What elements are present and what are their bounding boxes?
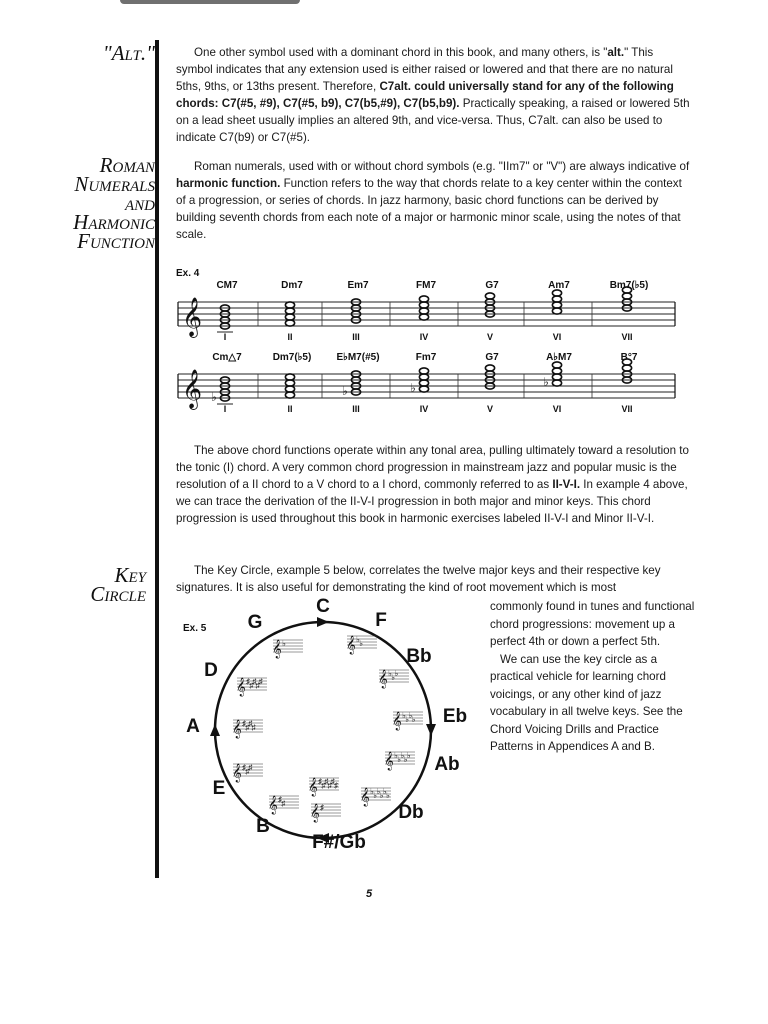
text-bold: C7alt. could universally stand for any of the following chords: C7(#5, #9), C7(#5, b9), C7(b5,#9), C7(b5,b9). — [176, 80, 674, 110]
paragraph-text: We can use the key circle as a practical vehicle for learning chord voicings, or any other kind of jazz vocabulary in all twelve keys. See the Chord Voicing Drills and Practice Patterns in Appendices A and B. — [490, 652, 683, 753]
heading-line: and — [125, 191, 155, 215]
mini-clef-icon: 𝄞 — [236, 679, 246, 696]
treble-clef-icon: 𝄞 — [181, 298, 203, 336]
heading-line: Harmonic — [73, 210, 155, 234]
accidental: ♭ — [403, 755, 408, 764]
text-run: Function refers to the way that chords relate to a key center within the context of a progression, or series of chords. In jazz harmony, basic chord functions can be derived by building seventh chords from each note of a major or harmonic minor scale, using the notes of that scale. — [176, 177, 682, 241]
accidental: ♭ — [391, 673, 396, 682]
key-label: B — [256, 816, 270, 837]
arrow-head — [426, 724, 436, 736]
text-run: In example 4 above, we can trace the derivation of the II-V-I progression in both major and minor keys. This chord progression is used throughout this book in harmonic exercises labeled II-V-I and Minor II-V-I. — [176, 478, 688, 525]
chord-symbol: A♭M7 — [546, 352, 572, 363]
accidental: ♭ — [394, 751, 398, 760]
chord-symbol: Am7 — [548, 280, 570, 291]
key-label: A — [186, 716, 200, 737]
page-number: 5 — [366, 888, 373, 900]
mini-staff — [272, 639, 303, 659]
flat-sign: ♭ — [342, 384, 348, 398]
key-label: Bb — [406, 646, 432, 667]
accidental: ♯ — [252, 677, 257, 686]
accidental: ♭ — [400, 751, 405, 760]
accidental: ♯ — [249, 681, 254, 690]
mini-clef-icon: 𝄞 — [346, 637, 356, 654]
key-label: Eb — [442, 706, 468, 727]
roman-numeral: IV — [419, 404, 429, 414]
key-circle-intro — [176, 562, 692, 596]
text-run: Roman numerals, used with or without chord symbols (e.g. "IIm7" or "V") are always indicative of — [194, 160, 690, 173]
paragraph-text — [176, 442, 692, 527]
accidental: ♭ — [394, 669, 399, 678]
accidental: ♯ — [242, 763, 246, 772]
accidental: ♯ — [334, 781, 338, 790]
key-label: Ab — [434, 754, 460, 775]
accidental: ♯ — [248, 763, 253, 772]
accidental: ♯ — [278, 795, 282, 804]
heading-alt-text: "Alt." — [102, 41, 155, 65]
accidental: ♯ — [245, 767, 250, 776]
heading-roman-numerals — [0, 153, 155, 253]
mini-staff — [308, 777, 339, 797]
accidental: ♭ — [373, 791, 378, 800]
key-label: G — [247, 612, 263, 633]
chord-symbol: CM7 — [216, 280, 238, 291]
heading-line: Circle — [90, 582, 146, 606]
chord-symbol: Fm7 — [415, 352, 437, 363]
accidental: ♭ — [408, 711, 413, 720]
accidental: ♯ — [327, 781, 332, 790]
mini-clef-icon: 𝄞 — [232, 765, 242, 782]
staff — [178, 280, 675, 342]
accidental: ♭ — [282, 639, 286, 648]
chord-symbol: G7 — [485, 352, 499, 363]
mini-staff — [346, 635, 377, 655]
text-run: Practically speaking, a raised or lowered 5th on a lead sheet usually implies an altered 9th, and vice-versa. Thus, C7alt. can also be used to indicate C7(b9) or C7(#5). — [176, 97, 690, 144]
arrow-head — [210, 724, 220, 736]
accidental: ♯ — [281, 799, 286, 808]
accidental: ♯ — [245, 723, 250, 732]
heading-line: Roman — [99, 153, 155, 177]
key-circle-diagram — [175, 592, 485, 862]
accidental: ♭ — [356, 635, 360, 644]
text-bold: alt. — [607, 46, 625, 59]
paragraph-text — [176, 158, 692, 243]
key-label: E — [212, 778, 226, 799]
mini-clef-icon: 𝄞 — [392, 713, 402, 730]
chord-symbol: G7 — [485, 280, 499, 291]
accidental: ♭ — [411, 715, 416, 724]
key-label: F — [375, 610, 387, 631]
accidental: ♭ — [382, 787, 387, 796]
text-run: " This symbol indicates that any extension used is either raised or lowered and that there are no natural 5ths, 9ths, or 13ths present. Therefore, — [176, 46, 673, 93]
chord-symbol: Cm△7 — [212, 352, 242, 363]
roman-numeral: V — [486, 332, 494, 342]
mini-clef-icon: 𝄞 — [272, 641, 282, 658]
key-label: F#/Gb — [312, 832, 366, 853]
accidental: ♭ — [370, 787, 374, 796]
mini-staff — [236, 677, 267, 697]
mini-staff — [310, 803, 341, 823]
accidental: ♭ — [402, 711, 406, 720]
paragraph-text: commonly found in tunes and functional chord progressions: movement up a perfect 4th or down a perfect 5th. — [490, 600, 695, 648]
mini-clef-icon: 𝄞 — [360, 789, 370, 806]
chord-symbol: Em7 — [347, 280, 369, 291]
chord-symbol: E♭M7(#5) — [336, 352, 380, 363]
arrow-head — [317, 617, 329, 627]
text-run: The above chord functions operate within any tonal area, pulling ultimately toward a resolution to the tonic (I) chord. A very common chord progression in mainstream jazz and popular music is the resolution of a II chord to a V chord to a I chord, commonly referred to as — [176, 444, 689, 491]
flat-sign: ♭ — [211, 390, 217, 404]
chord-symbol: Dm7 — [281, 280, 303, 291]
roman-numeral: VI — [552, 332, 562, 342]
key-label: Db — [398, 802, 424, 823]
example4-notation — [170, 268, 690, 438]
alt-paragraph — [176, 44, 692, 146]
roman-numeral: II — [287, 332, 293, 342]
text-run: One other symbol used with a dominant chord in this book, and many others, is " — [194, 46, 608, 59]
accidental: ♭ — [359, 639, 364, 648]
accidental: ♯ — [320, 803, 324, 812]
accidental: ♯ — [330, 777, 335, 786]
roman-numeral: VII — [621, 404, 633, 414]
mini-clef-icon: 𝄞 — [310, 805, 320, 822]
chord-symbol: Dm7(♭5) — [272, 352, 312, 363]
accidental: ♭ — [388, 669, 392, 678]
mini-clef-icon: 𝄞 — [268, 797, 278, 814]
mini-staff — [378, 669, 409, 689]
flat-sign: ♭ — [410, 381, 416, 395]
key-circle-side-text — [490, 598, 695, 756]
roman-numeral: I — [223, 332, 227, 342]
roman-numeral: VI — [552, 404, 562, 414]
accidental: ♭ — [379, 791, 384, 800]
mini-staff — [268, 795, 299, 815]
example4-label: Ex. 4 — [176, 268, 200, 279]
chord-symbol: B°7 — [620, 352, 638, 363]
roman-numeral: I — [223, 404, 227, 414]
accidental: ♯ — [248, 719, 253, 728]
mini-clef-icon: 𝄞 — [308, 779, 318, 796]
accidental: ♭ — [386, 791, 390, 800]
mini-staff — [360, 787, 391, 807]
mini-clef-icon: 𝄞 — [378, 671, 388, 688]
accidental: ♭ — [406, 751, 411, 760]
heading-line: Function — [77, 229, 155, 253]
heading-line: Key — [114, 563, 146, 587]
mini-clef-icon: 𝄞 — [232, 721, 242, 738]
accidental: ♯ — [318, 777, 322, 786]
vertical-rule — [155, 40, 159, 878]
functions-paragraph — [176, 442, 692, 527]
staff — [178, 352, 675, 414]
flat-sign: ♭ — [543, 375, 549, 389]
arrow-icon — [426, 724, 436, 736]
accidental: ♯ — [324, 777, 329, 786]
treble-clef-icon: 𝄞 — [181, 370, 203, 408]
chord-symbol: FM7 — [416, 280, 436, 291]
arrow-icon — [210, 724, 220, 736]
accidental: ♯ — [246, 677, 250, 686]
paragraph-text — [176, 44, 692, 146]
mini-clef-icon: 𝄞 — [384, 753, 394, 770]
roman-numeral: III — [352, 332, 360, 342]
mini-staff — [232, 719, 263, 739]
paragraph-text: The Key Circle, example 5 below, correlates the twelve major keys and their respective key signatures. It is also useful for demonstrating the kind of root movement which is most — [176, 564, 661, 594]
accidental: ♯ — [255, 681, 260, 690]
arrow-icon — [317, 617, 329, 627]
accidental: ♭ — [376, 787, 381, 796]
roman-numeral: V — [486, 404, 494, 414]
accidental: ♯ — [242, 719, 246, 728]
text-bold: harmonic function. — [176, 177, 281, 190]
heading-alt — [0, 41, 155, 65]
accidental: ♯ — [258, 677, 263, 686]
mini-staff — [232, 763, 263, 783]
heading-key-circle — [0, 563, 146, 606]
roman-numeral: IV — [419, 332, 429, 342]
heading-line: Numerals — [74, 172, 155, 196]
mini-staff — [384, 751, 415, 771]
accidental: ♯ — [251, 723, 256, 732]
mini-staff — [392, 711, 423, 731]
text-bold: II-V-I. — [552, 478, 581, 491]
roman-numeral: III — [352, 404, 360, 414]
accidental: ♯ — [321, 781, 326, 790]
key-label: D — [204, 660, 218, 681]
roman-paragraph — [176, 158, 692, 243]
roman-numeral: VII — [621, 332, 633, 342]
roman-numeral: II — [287, 404, 293, 414]
example5-label: Ex. 5 — [183, 623, 207, 634]
chord-symbol: Bm7(♭5) — [609, 280, 649, 291]
scan-smudge — [120, 0, 300, 4]
key-label: C — [316, 596, 330, 617]
accidental: ♭ — [397, 755, 402, 764]
accidental: ♭ — [405, 715, 410, 724]
